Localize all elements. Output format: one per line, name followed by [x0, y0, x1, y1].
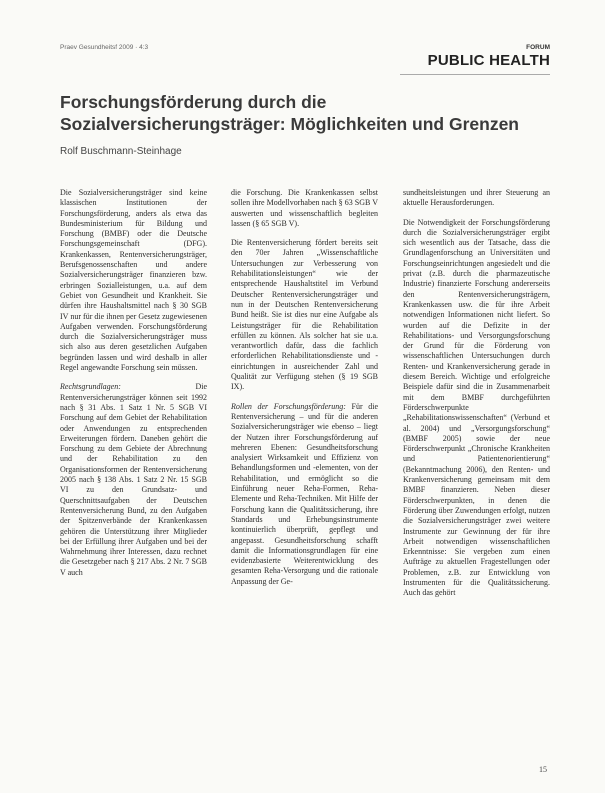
paragraph: Die Notwendigkeit der Forschungsförderung durch die Sozialversicherungsträger ergibt sich wesentlich aus der Tatsache, dass die Grundlagenforschung an Universitäten und Forschungseinrichtungen angesiedelt und die privat (z.B. durch die pharmazeutische Industrie) finanzierte Forschung andererseits den Rentenversicherungsträgern, Krankenkassen usw. die für ihre Arbeit notwendigen Informationen nicht liefert. So wurden auf die Defizite in der Rehabilitations- und Versorgungsforschung der Grund für die Förderung von wissenschaftlichen Untersuchungen durch Renten- und Krankenversicherung gerade in diesem Bereich. Wichtige und erfolgreiche Beispiele dafür sind die in Zusammenarbeit mit dem BMBF durchgeführten Förderschwerpunkte „Rehabilitationswissenschaften“ (Verbund et al. 2004) und „Versorgungsforschung“ (BMBF 2005) sowie der neue Förderschwerpunkt „Chronische Krankheiten und Patientenorientierung“ (Bekanntmachung 2006), den Renten- und Krankenversicherung gemeinsam mit dem BMBF finanzieren. Neben dieser Förderschwerpunkten, in denen die Förderung über Zuwendungen erfolgt, nutzen die Sozialversicherungsträger zwei weitere Instrumente zur Gewinnung der für ihre Arbeit notwendigen wissenschaftlichen Erkenntnisse: Sie vergeben zum einen Aufträge zu aktuellen Fragestellungen oder Problemen, z.B. zur Entwicklung von Instrumenten für die Qualitätssicherung. Auch das gehört: [403, 217, 550, 598]
article-author: Rolf Buschmann-Steinhage: [60, 146, 182, 157]
run-in-heading: Rollen der Forschungsförderung:: [231, 401, 346, 411]
brand-rule: [400, 74, 550, 75]
paragraph: die Forschung. Die Krankenkassen selbst sollen ihre Modellvorhaben nach § 63 SGB V auswerten und wissenschaftlich begleiten lassen (§ 65 SGB V).: [231, 188, 378, 228]
paragraph: [231, 402, 378, 587]
paragraph: sundheitsleistungen und ihrer Steuerung an aktuelle Herausforderungen.: [403, 188, 550, 208]
paragraph-text: Für die Rentenversicherung – und für die anderen Sozialversicherungsträger wie ebenso – liegt der Nutzen ihrer Forschungsförderung auf mehreren Ebenen: Gesundheitsforschung analysiert Wirksamkeit und Effizienz von Behandlungsformen und -elementen, von der Rehabilitation, und ermöglicht so die Einführung neuer Reha-Formen, Reha-Elemente und Reha-Techniken. Mit Hilfe der Forschung kann die Qualitätssicherung, ihre Standards und Erhebungsinstrumente kontinuierlich überprüft, gepflegt und angepasst. Gesundheitsforschung schafft damit die Informationsgrundlagen für eine evidenzbasierte Weiterentwicklung des gesamten Reha-Versorgung und die rationale Anpassung der Ge-: [231, 401, 378, 586]
paragraph: Die Sozialversicherungsträger sind keine klassischen Institutionen der Forschungsförderung, anders als etwa das Bundesministerium für Bildung und Forschung (BMBF) oder die Deutsche Forschungsgemeinschaft (DFG). Krankenkassen, Rentenversicherungsträger, Berufsgenossenschaften und andere Sozialversicherungsträger finanzieren bzw. erbringen Sozialleistungen, u.a. auf dem Gebiet von Gesundheit und Krankheit. Sie dürfen ihre Haushaltsmittel nach § 30 SGB IV nur für die ihnen per Gesetz zugewiesenen Aufgaben verwenden. Forschungsförderung durch die Sozialversicherungsträger muss sich also aus deren gesetzlichen Aufgaben begründen lassen und wird deshalb in aller Regel angewandte Forschung sein müssen.: [60, 188, 207, 373]
article-title: Forschungsförderung durch die Sozialversicherungsträger: Möglichkeiten und Grenzen: [60, 92, 519, 134]
text-column-1: [60, 188, 207, 587]
brand-forum-label: FORUM: [526, 44, 550, 51]
brand-public-health: PUBLIC HEALTH: [427, 52, 550, 69]
paragraph: [60, 382, 207, 578]
paragraph: Die Rentenversicherung fördert bereits seit den 70er Jahren „Wissenschaftliche Untersuchungen zur Verbesserung von Rehabilitationsleistungen“ wie der entsprechende Haushaltstitel im Verbund Deutscher Rentenversicherungsträger und nun in der Deutschen Rentenversicherung Bund heißt. Sie ist dies nur eine Aufgabe als Leistungsträger für die Rehabilitation erfüllen zu können. Als solcher hat sie u.a. verantwortlich dafür, dass die fachlich erforderlichen Rehabilitationsdienste und -einrichtungen in ausreichender Zahl und Qualität zur Verfügung stehen (§ 19 SGB IX).: [231, 238, 378, 392]
paragraph-text: Die Rentenversicherungsträger können seit 1992 nach § 31 Abs. 1 Satz 1 Nr. 5 SGB VI Forschung auf dem Gebiet der Rehabilitation oder Anwendungen zu entsprechenden Erweiterungen fördern. Daneben gehört die Forschung zu dem Gebiete der Abrechnung und der Rehabilitation zu den Organisationsformen der Rentenversicherung 2005 nach § 138 Abs. 1 Satz 2 Nr. 15 SGB VI zu den Grundsatz- und Querschnittsaufgaben der Deutschen Rentenversicherung Bund, zu den Aufgaben der Spitzenverbände der Krankenkassen gehören die Unterstützung ihrer Mitglieder bei der Erfüllung ihrer Aufgaben und bei der Wahrnehmung ihrer Interessen, dazu rechnet die Gesetzgeber nach § 217 Abs. 2 Nr. 7 SGB V auch: [60, 382, 207, 577]
text-column-2: [231, 188, 378, 596]
journal-citation: Praev Gesundheitsf 2009 · 4:3: [60, 44, 149, 51]
journal-brand: [400, 44, 550, 74]
page-number: 15: [539, 765, 547, 774]
text-column-3: [403, 188, 550, 608]
run-in-heading: Rechtsgrundlagen:: [60, 382, 121, 392]
